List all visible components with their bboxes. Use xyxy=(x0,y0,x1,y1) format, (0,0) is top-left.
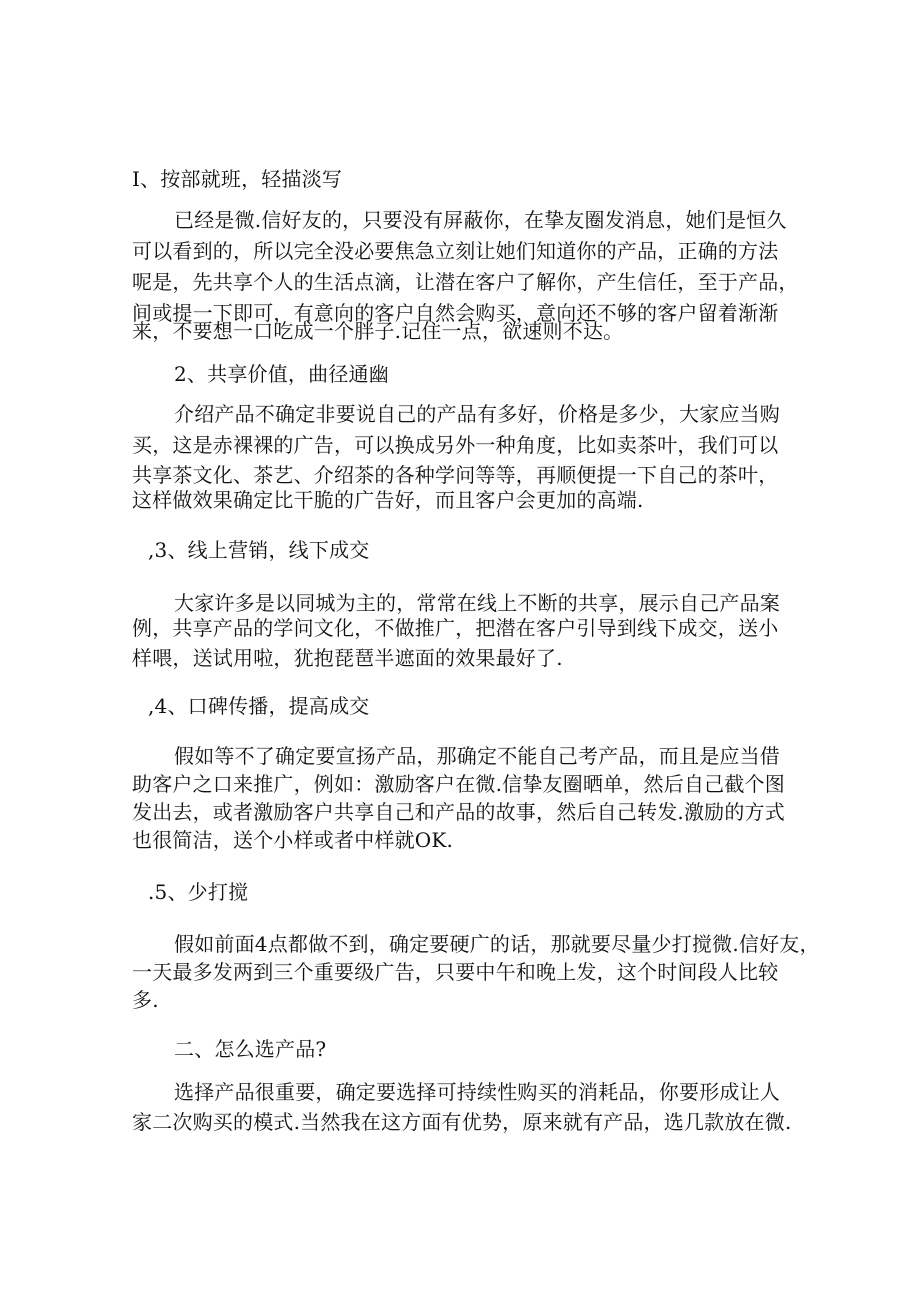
section-heading-6: 二、怎么选产品? xyxy=(174,1037,327,1061)
paragraph-line: 样喂，送试用啦，犹抱琵琶半遮面的效果最好了. xyxy=(132,646,563,670)
paragraph-line: 已经是微.信好友的，只要没有屏蔽你，在挚友圈发消息，她们是恒久 xyxy=(174,208,787,232)
paragraph-line: 介绍产品不确定非要说自己的产品有多好，价格是多少，大家应当购 xyxy=(174,402,780,426)
paragraph-line: 来，不要想一口吃成一个胖子.记住一点，欲速则不达。 xyxy=(132,319,624,343)
paragraph-line: 多. xyxy=(132,988,159,1012)
section-heading-1: I、按部就班，轻描淡写 xyxy=(132,167,343,191)
section-heading-2: 2、共享价值，曲径通幽 xyxy=(174,362,389,386)
paragraph-line: 也很简洁，送个小样或者中样就OK. xyxy=(132,828,454,852)
paragraph-line: 假如前面4点都做不到，确定要硬广的话，那就要尽量少打搅微.信好友， xyxy=(174,932,820,956)
paragraph-line: 假如等不了确定要宣扬产品，那确定不能自己考产品，而且是应当借 xyxy=(174,744,780,768)
paragraph-line: 家二次购买的模式.当然我在这方面有优势，原来就有产品，选几款放在微. xyxy=(132,1110,792,1134)
paragraph-line: 一天最多发两到三个重要级广告，只要中午和晚上发，这个时间段人比较 xyxy=(132,960,779,984)
paragraph-line: 共享茶文化、茶艺、介绍茶的各种学问等等，再顺便提一下自己的茶叶， xyxy=(132,463,779,487)
paragraph-line: 可以看到的，所以完全没必要焦急立刻让她们知道你的产品，正确的方法 xyxy=(132,239,779,263)
paragraph-line: 间或提一下即可，有意向的客户自然会购买，意向还不够的客户留着渐渐 xyxy=(132,301,779,325)
section-heading-5: .5、少打搅 xyxy=(148,880,249,904)
paragraph-line: 买，这是赤裸裸的广告，可以换成另外一种角度，比如卖茶叶，我们可以 xyxy=(132,433,779,457)
paragraph-line: 例，共享产品的学问文化，不做推广，把潜在客户引导到线下成交，送小 xyxy=(132,616,779,640)
paragraph-line: 助客户之口来推广，例如：激励客户在微.信挚友圈晒单，然后自己截个图 xyxy=(132,772,785,796)
paragraph-line: 发出去，或者激励客户共享自己和产品的故事，然后自己转发.激励的方式 xyxy=(132,800,785,824)
paragraph-line: 大家许多是以同城为主的，常常在线上不断的共享，展示自己产品案 xyxy=(174,591,780,615)
section-heading-3: ,3、线上营销，线下成交 xyxy=(148,538,370,562)
paragraph-line: 这样做效果确定比干脆的广告好，而且客户会更加的高端. xyxy=(132,488,644,512)
paragraph-line: 呢是，先共享个人的生活点滴，让潜在客户了解你，产生信任，至于产品， xyxy=(132,270,799,294)
section-heading-4: ,4、口碑传播，提高成交 xyxy=(148,694,370,718)
paragraph-line: 选择产品很重要，确定要选择可持续性购买的消耗品，你要形成让人 xyxy=(174,1080,780,1104)
